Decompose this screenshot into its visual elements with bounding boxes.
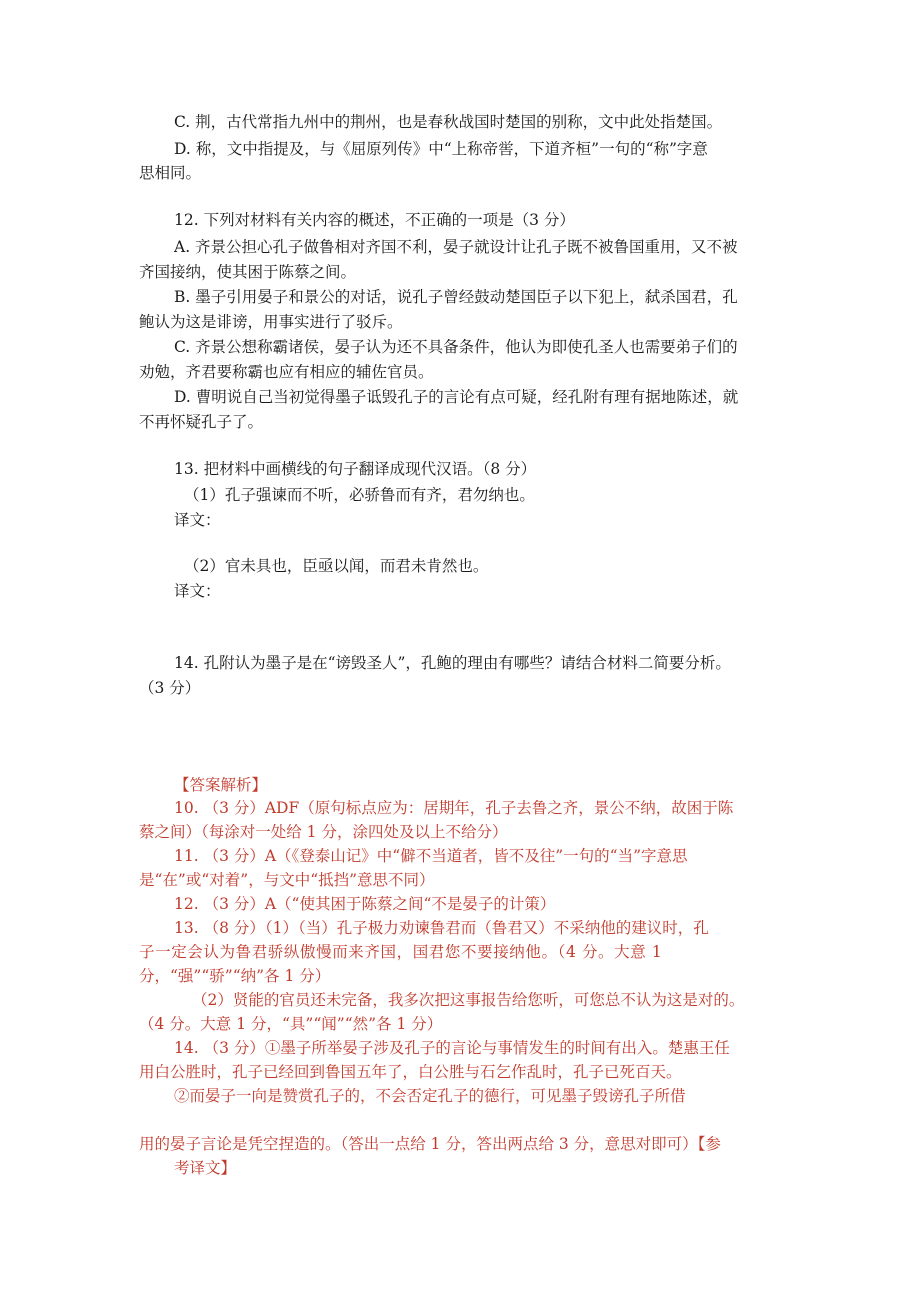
answer-14-cont-2: 用的晏子言论是凭空捏造的。（答出一点给 1 分，答出两点给 3 分，意思对即可）【参 [139,1135,721,1153]
q13-stem: 13. 把材料中画横线的句子翻译成现代汉语。（8 分） [174,460,537,478]
q14-score: （3 分） [139,679,201,697]
answer-14: 14. （3 分）①墨子所举晏子涉及孔子的言论与事情发生的时间有出入。楚惠王任 [174,1039,730,1057]
answer-14-point-2: ②而晏子一向是赞赏孔子的，不会否定孔子的德行，可见墨子毁谤孔子所借 [174,1087,686,1105]
answer-10-cont: 蔡之间）（每涂对一处给 1 分，涂四处及以上不给分） [139,823,508,841]
answer-11: 11. （3 分）A（《登泰山记》中“僻不当道者，皆不及往”一句的“当”字意思 [174,847,688,865]
answer-12: 12. （3 分）A（“使其困于陈蔡之间“不是晏子的计策） [174,895,556,913]
q12-option-d-cont: 不再怀疑孔子了。 [139,413,264,431]
answer-heading: 【答案解析】 [174,776,268,794]
q12-stem: 12. 下列对材料有关内容的概述，不正确的一项是（3 分） [174,211,575,229]
q12-option-d: D. 曹明说自己当初觉得墨子诋毁孔子的言论有点可疑，经孔附有理有据地陈述，就 [174,388,739,406]
answer-13-part-2: （2）贤能的官员还未完备，我多次把这事报告给您听，可您总不认为这是对的。 [192,991,745,1009]
answer-13-part-2-cont: （4 分。大意 1 分，“具”“闻”“然”各 1 分） [139,1015,443,1033]
q12-option-c-cont: 劝勉，齐君要称霸也应有相应的辅佐官员。 [139,363,434,381]
answer-11-cont: 是“在”或“对着”，与文中“抵挡”意思不同） [139,871,435,889]
q12-option-a: A. 齐景公担心孔子做鲁相对齐国不利，晏子就设计让孔子既不被鲁国重用，又不被 [174,238,738,256]
q13-translation-label-2: 译文： [174,582,221,600]
answer-10: 10. （3 分）ADF（原句标点应为：居期年，孔子去鲁之齐，景公不纳，故困于陈 [174,799,734,817]
q12-option-c: C. 齐景公想称霸诸侯，晏子认为还不具备条件，他认为即使孔圣人也需要弟子们的 [174,338,738,356]
q12-option-b-cont: 鲍认为这是诽谤，用事实进行了驳斥。 [139,313,403,331]
q12-option-a-cont: 齐国接纳，使其困于陈蔡之间。 [139,263,357,281]
q14-stem: 14. 孔附认为墨子是在“谤毁圣人”，孔鲍的理由有哪些？请结合材料二简要分析。 [174,654,731,672]
answer-reference-translation: 考译文】 [174,1159,237,1177]
answer-13: 13. （8 分）（1）（当）孔子极力劝谏鲁君而（鲁君又）不采纳他的建议时，孔 [174,919,709,937]
q11-option-d-cont: 思相同。 [139,164,202,182]
answer-13-cont-1: 子一定会认为鲁君骄纵傲慢而来齐国，国君您不要接纳他。（4 分。大意 1 [139,943,663,961]
answer-14-cont-1: 用白公胜时，孔子已经回到鲁国五年了，白公胜与石乞作乱时，孔子已死百天。 [139,1063,682,1081]
q13-sentence-2: （2）官未具也，臣亟以闻，而君未肯然也。 [184,557,489,575]
q13-sentence-1: （1）孔子强谏而不听，必骄鲁而有齐，君勿纳也。 [184,486,535,504]
answer-13-cont-2: 分，“强”“骄”“纳”各 1 分） [139,967,331,985]
q11-option-c: C. 荆，古代常指九州中的荆州，也是春秋战国时楚国的别称，文中此处指楚国。 [174,113,723,131]
q12-option-b: B. 墨子引用晏子和景公的对话，说孔子曾经鼓动楚国臣子以下犯上，弑杀国君，孔 [174,288,738,306]
q11-option-d: D. 称，文中指提及，与《屈原列传》中“上称帝喾，下道齐桓”一句的“称”字意 [174,140,708,158]
q13-translation-label-1: 译文： [174,511,221,529]
